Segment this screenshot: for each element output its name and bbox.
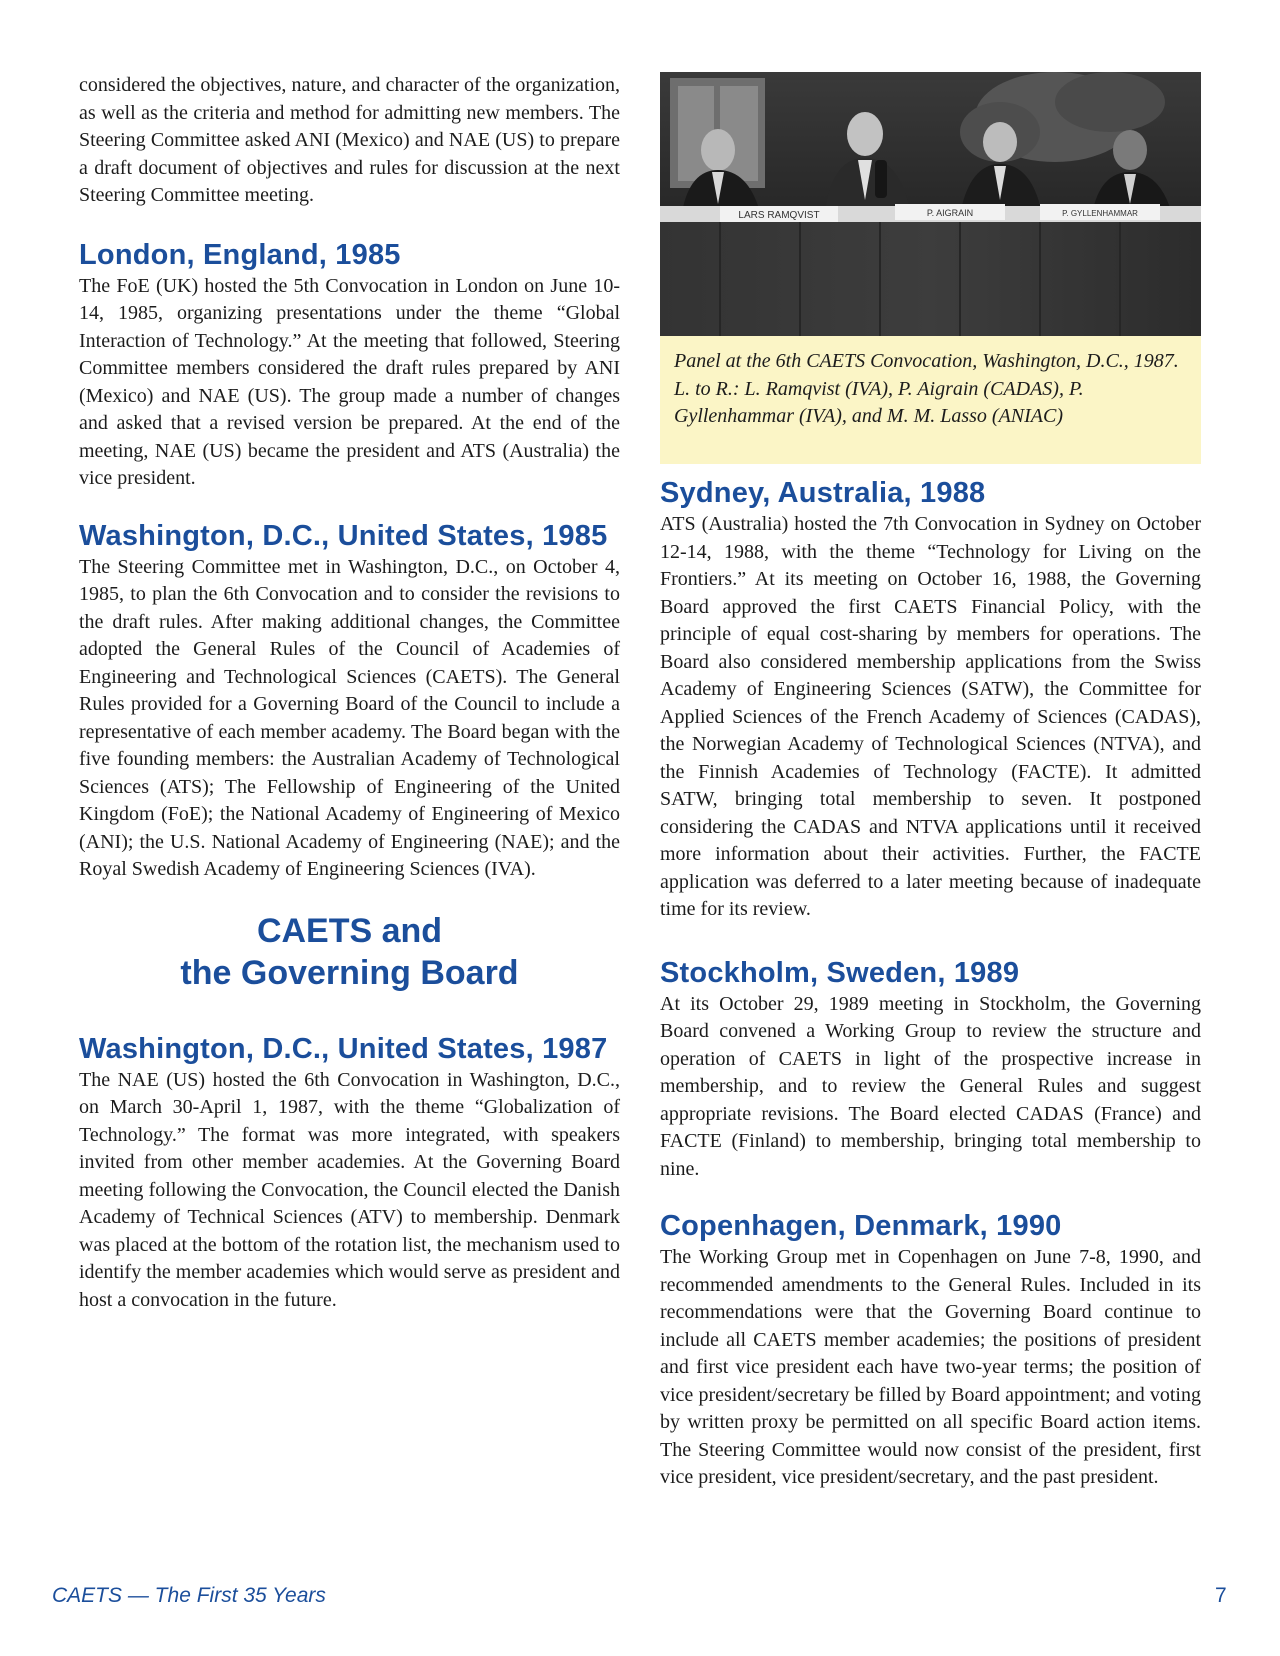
footer-title: CAETS — The First 35 Years (52, 1584, 326, 1607)
sydney-1988-paragraph: ATS (Australia) hosted the 7th Convocation in Sydney on October 12-14, 1988, with the theme “Technology for Living on the Frontiers.” At its meeting on October 16, 1988, the Governing Board approved the first CAETS Financial Policy, with the principle of equal cost-sharing by members for operations. The Board also considered membership applications from the Swiss Academy of Engineering Sciences (SATW), the Committee for Applied Sciences of the French Academy of Sciences (CADAS), the Norwegian Academy of Technological Sciences (NTVA), and the Finnish Academies of Technology (FACTE). It admitted SATW, bringing total membership to seven. It postponed considering the CADAS and NTVA applications until it received more information about their activities. Further, the FACTE application was deferred to a later meeting because of inadequate time for its review. (660, 513, 1201, 920)
heading-copenhagen-1990: Copenhagen, Denmark, 1990 (660, 1210, 1062, 1242)
heading-washington-1985: Washington, D.C., United States, 1985 (79, 519, 608, 552)
heading-london-1985: London, England, 1985 (79, 238, 401, 271)
photo-caption: Panel at the 6th CAETS Convocation, Washington, D.C., 1987. L. to R.: L. Ramqvist (IVA), P. Aigrain (CADAS), P. Gyllenhammar (IVA), and M. M. Lasso (ANIAC) (660, 336, 1201, 464)
panel-photo-illustration (660, 72, 1201, 336)
nameplate-ramqvist: LARS RAMQVIST (738, 210, 820, 221)
heading-stockholm-1989: Stockholm, Sweden, 1989 (660, 956, 1020, 989)
heading-sydney-1988: Sydney, Australia, 1988 (660, 477, 986, 509)
washington-1987-paragraph: The NAE (US) hosted the 6th Convocation in Washington, D.C., on March 30-April 1, 1987, with the theme “Globalization of Technology.” The format was more integrated, with speakers invited from other member academies. At the Governing Board meeting following the Convocation, the Council elected the Danish Academy of Technical Sciences (ATV) to membership. Denmark was placed at the bottom of the rotation list, the mechanism used to identify the member academies which would serve as president and host a convocation in the future. (79, 1068, 620, 1311)
left-column (79, 72, 620, 1314)
right-column (660, 72, 1201, 1492)
panel-photo (660, 72, 1201, 336)
nameplate-gyllenhammar: P. GYLLENHAMMAR (1062, 209, 1138, 218)
page-number: 7 (1215, 1584, 1227, 1607)
london-1985-paragraph: The FoE (UK) hosted the 5th Convocation in London on June 10-14, 1985, organizing presentations under the theme “Global Interaction of Technology.” At the meeting that followed, Steering Committee members considered the draft rules prepared by ANI (Mexico) and NAE (US). The group made a number of changes and asked that a revised version be prepared. At the end of the meeting, NAE (US) became the president and ATS (Australia) the vice president. (79, 274, 620, 489)
heading-washington-1987: Washington, D.C., United States, 1987 (79, 1032, 608, 1065)
copenhagen-1990-paragraph: The Working Group met in Copenhagen on June 7-8, 1990, and recommended amendments to the General Rules. Included in its recommendations were that the Governing Board continue to include all CAETS member academies; the positions of president and first vice president each have two-year terms; the position of vice president/secretary be filled by Board appointment; and voting by written proxy be permitted on all specific Board action items. The Steering Committee would now consist of the president, first vice president, vice president/secretary, and the past president. (660, 1246, 1201, 1488)
stockholm-1989-paragraph: At its October 29, 1989 meeting in Stockholm, the Governing Board convened a Working Group to review the structure and operation of CAETS in light of the prospective increase in membership, and to review the General Rules and suggest appropriate revisions. The Board elected CADAS (France) and FACTE (Finland) to membership, bringing total membership to nine. (660, 992, 1201, 1180)
nameplate-aigrain: P. AIGRAIN (926, 208, 974, 218)
section-title-line-2: the Governing Board (180, 953, 519, 992)
section-title (79, 910, 620, 994)
section-title-line-1: CAETS and (256, 911, 443, 950)
intro-paragraph: considered the objectives, nature, and character of the organization, as well as the criteria and method for admitting new members. The Steering Committee asked ANI (Mexico) and NAE (US) to prepare a draft document of objectives and rules for discussion at the next Steering Committee meeting. (79, 74, 620, 206)
washington-1985-paragraph: The Steering Committee met in Washington, D.C., on October 4, 1985, to plan the 6th Convocation and to consider the revisions to the draft rules. After making additional changes, the Committee adopted the General Rules of the Council of Academies of Engineering and Technological Sciences (CAETS). The General Rules provided for a Governing Board of the Council to include a representative of each member academy. The Board began with the five founding members: the Australian Academy of Technological Sciences (ATS); The Fellowship of Engineering of the United Kingdom (FoE); the National Academy of Engineering of Mexico (ANI); the U.S. National Academy of Engineering (NAE); and the Royal Swedish Academy of Engineering Sciences (IVA). (79, 555, 620, 880)
